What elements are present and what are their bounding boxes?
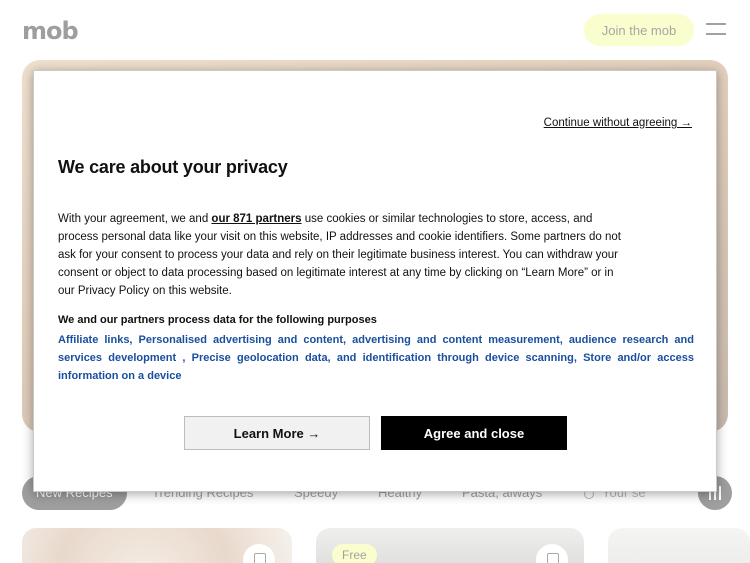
continue-without-agreeing-link[interactable]: Continue without agreeing → <box>543 117 692 129</box>
agree-and-close-button[interactable]: Agree and close <box>381 416 567 450</box>
purposes-heading: We and our partners process data for the following purposes <box>58 314 377 326</box>
purposes-list-link[interactable]: Affiliate links, Personalised advertising and content, advertising and content measurement, audience research and services development , Precise geolocation data, and identification through device scanning, Store and/or access information on a device <box>58 334 694 382</box>
partners-link[interactable]: our 871 partners <box>211 213 302 225</box>
learn-more-button[interactable]: Learn More → <box>184 416 370 450</box>
dialog-title: We care about your privacy <box>58 157 288 177</box>
privacy-consent-dialog <box>33 70 717 492</box>
consent-intro-text: With your agreement, we and our 871 partners use cookies or similar technologies to store, access, and process personal data like your visit on this website, IP addresses and cookie identifiers. Some partners do not ask for your consent to process your data and rely on their legitimate business interest. You can withdraw your consent or object to data processing based on legitimate interest at any time by clicking on “Learn More” or in our Privacy Policy on this website. <box>58 213 621 297</box>
